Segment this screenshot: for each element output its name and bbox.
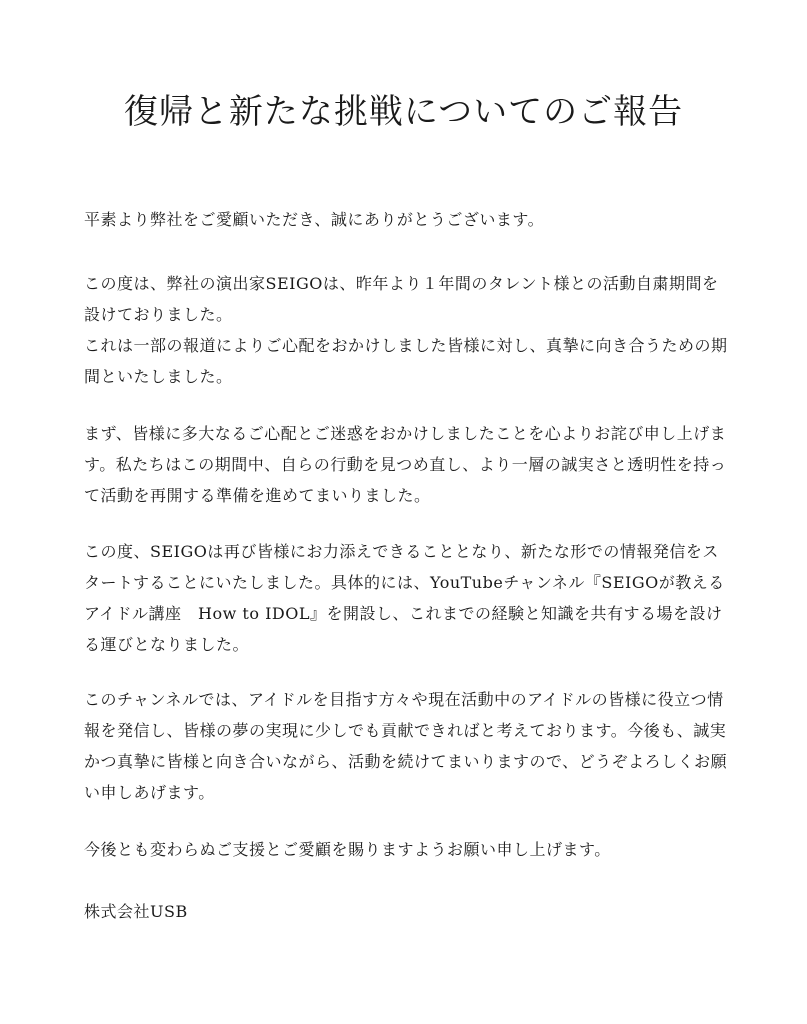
channel-purpose-paragraph: このチャンネルでは、アイドルを目指す方々や現在活動中のアイドルの皆様に役立つ情報を発信し、皆様の夢の実現に少しでも貢献できればと考えております。今後も、誠実かつ真摯に皆様と向き合いながら、活動を続けてまいりますので、どうぞよろしくお願い申しあげます。	[84, 690, 728, 802]
suspension-paragraph: この度は、弊社の演出家SEIGOは、昨年より１年間のタレント様との活動自粛期間を設けておりました。 これは一部の報道によりご心配をおかけしました皆様に対し、真摯に向き合うための期間といたしました。	[84, 274, 728, 386]
youtube-channel-paragraph: この度、SEIGOは再び皆様にお力添えできることとなり、新たな形での情報発信をスタートすることにいたしました。具体的には、YouTubeチャンネル『SEIGOが教えるアイドル講座 How to IDOL』を開設し、これまでの経験と知識を共有する場を設ける運びとなりました。	[84, 542, 725, 654]
closing-paragraph: 今後とも変わらぬご支援とご愛顧を賜りますようお願い申し上げます。	[84, 840, 611, 859]
apology-paragraph: まず、皆様に多大なるご心配とご迷惑をおかけしましたことを心よりお詫び申し上げます。私たちはこの期間中、自らの行動を見つめ直し、より一層の誠実さと透明性を持って活動を再開する準備を進めてまいりました。	[84, 424, 727, 505]
greeting-paragraph: 平素より弊社をご愛顧いただき、誠にありがとうございます。	[84, 210, 545, 229]
company-signature: 株式会社USB	[84, 902, 188, 921]
document-title: 復帰と新たな挑戦についてのご報告	[123, 92, 684, 132]
